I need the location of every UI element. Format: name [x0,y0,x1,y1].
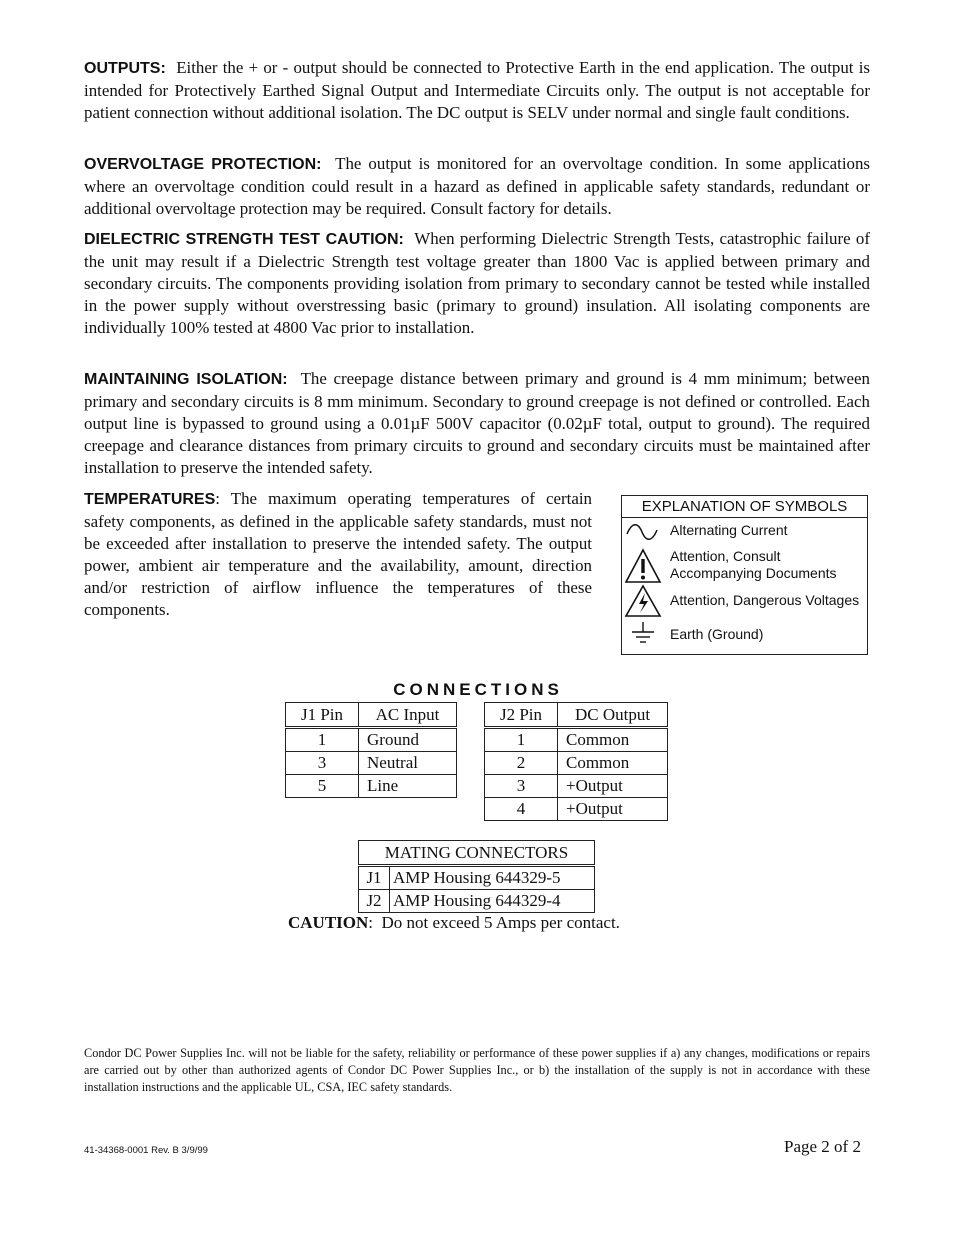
section-overvoltage-protection [84,153,870,220]
pin-cell: 2 [485,752,558,775]
section-maintaining-isolation [84,368,870,479]
section-heading: OVERVOLTAGE PROTECTION: [84,156,322,173]
pin-cell: 4 [485,798,558,821]
symbols-legend [621,495,868,655]
liability-disclaimer: Condor DC Power Supplies Inc. will not be liable for the safety, reliability or performance of these power supplies if a) any changes, modifications or repairs are carried out by other than authorized agents of Condor DC Power Supplies Inc., or b) the installation of the supply is not in accordance with these installation instructions and the applicable UL, CSA, IEC safety standards. [84,1046,870,1094]
pin-cell: 1 [485,728,558,752]
symbol-label [670,548,837,582]
document-number: 41-34368-0001 Rev. B 3/9/99 [84,1145,208,1156]
symbol-row-dangerous-voltage [622,584,867,618]
signal-cell: Common [558,752,668,775]
warning-lightning-icon [624,584,662,623]
symbol-row-earth [622,620,867,650]
section-body: The output is monitored for an overvoltage condition. In some applications where an overvoltage condition could result in a hazard as defined in applicable safety standards, redundant or additional overvoltage protection may be required. Consult factory for details. [84,154,871,218]
column-header: J1 Pin [286,703,359,728]
signal-cell: Common [558,728,668,752]
symbol-label: Earth (Ground) [670,626,764,642]
pin-cell: 3 [286,752,359,775]
pin-cell: 5 [286,775,359,798]
page-number: Page 2 of 2 [784,1137,861,1156]
table-row [286,775,457,798]
section-body: The creepage distance between primary and ground is 4 mm minimum; between primary and secondary circuits is 8 mm minimum. Secondary to ground creepage is not defined or controlled. Each output line is bypassed to ground using a 0.01µF 500V capacitor (0.02µF total, output to ground). The required creepage and clearance distances from primary circuits to ground and secondary circuits must be maintained after installation to preserve the intended safety. [84,369,870,477]
table-row [485,752,668,775]
table-header-row [359,841,595,866]
signal-cell: Ground [359,728,457,752]
symbol-row-attention [622,546,867,586]
j2-connections-table [484,702,668,821]
section-temperatures [84,488,592,621]
symbol-label: Attention, Dangerous Voltages [670,592,860,608]
table-header-row [485,703,668,728]
section-body: : The maximum operating temperatures of certain safety components, as defined in the applicable safety standards, must not be exceeded after installation to preserve the intended safety. The output power, ambient air temperature and the availability, amount, direction and/or restriction of airflow influence the temperatures of these components. [84,489,592,619]
table-row [359,866,595,890]
connector-cell: J2 [359,890,390,913]
symbol-label-line1: Attention, Consult [670,548,781,564]
section-heading: MAINTAINING ISOLATION: [84,371,288,388]
symbol-row-ac [622,520,867,542]
section-dielectric-strength [84,228,870,339]
caution-text: : Do not exceed 5 Amps per contact. [368,913,620,932]
mating-connectors-table [358,840,595,913]
pin-cell: 3 [485,775,558,798]
section-heading: DIELECTRIC STRENGTH TEST CAUTION: [84,231,404,248]
table-row [286,752,457,775]
connector-cell: J1 [359,866,390,890]
signal-cell: Neutral [359,752,457,775]
j1-connections-table [285,702,457,798]
section-heading: OUTPUTS: [84,60,166,77]
ac-wave-icon [624,522,660,547]
symbol-label: Alternating Current [670,522,788,538]
table-row [485,798,668,821]
caution-label: CAUTION [288,913,369,932]
table-row [485,728,668,752]
table-row [359,890,595,913]
mating-connectors-title: MATING CONNECTORS [359,841,595,866]
symbol-label-line2: Accompanying Documents [670,565,837,581]
section-heading: TEMPERATURES [84,491,216,508]
table-row [485,775,668,798]
column-header: AC Input [359,703,457,728]
pin-cell: 1 [286,728,359,752]
connections-title: CONNECTIONS [393,680,563,699]
warning-exclamation-icon [624,548,662,589]
column-header: J2 Pin [485,703,558,728]
earth-ground-icon [628,620,658,653]
section-body: When performing Dielectric Strength Tests, catastrophic failure of the unit may result if a Dielectric Strength test voltage greater than 1800 Vac is applied between primary and secondary circuits. The components providing isolation from primary to secondary cannot be tested while installed in the power supply without overstressing basic (primary to ground) insulation. All isolating components are individually 100% tested at 4800 Vac prior to installation. [84,229,871,337]
housing-cell: AMP Housing 644329-5 [390,866,595,890]
table-row [286,728,457,752]
table-header-row [286,703,457,728]
section-body: Either the + or - output should be connected to Protective Earth in the end application. The output is intended for Protectively Earthed Signal Output and Intermediate Circuits only. The output is not acceptable for patient connection without additional isolation. The DC output is SELV under normal and single fault conditions. [84,58,870,122]
signal-cell: Line [359,775,457,798]
column-header: DC Output [558,703,668,728]
housing-cell: AMP Housing 644329-4 [390,890,595,913]
caution-note [288,913,620,933]
signal-cell: +Output [558,775,668,798]
section-outputs [84,57,870,124]
symbols-legend-title: EXPLANATION OF SYMBOLS [622,496,867,518]
signal-cell: +Output [558,798,668,821]
